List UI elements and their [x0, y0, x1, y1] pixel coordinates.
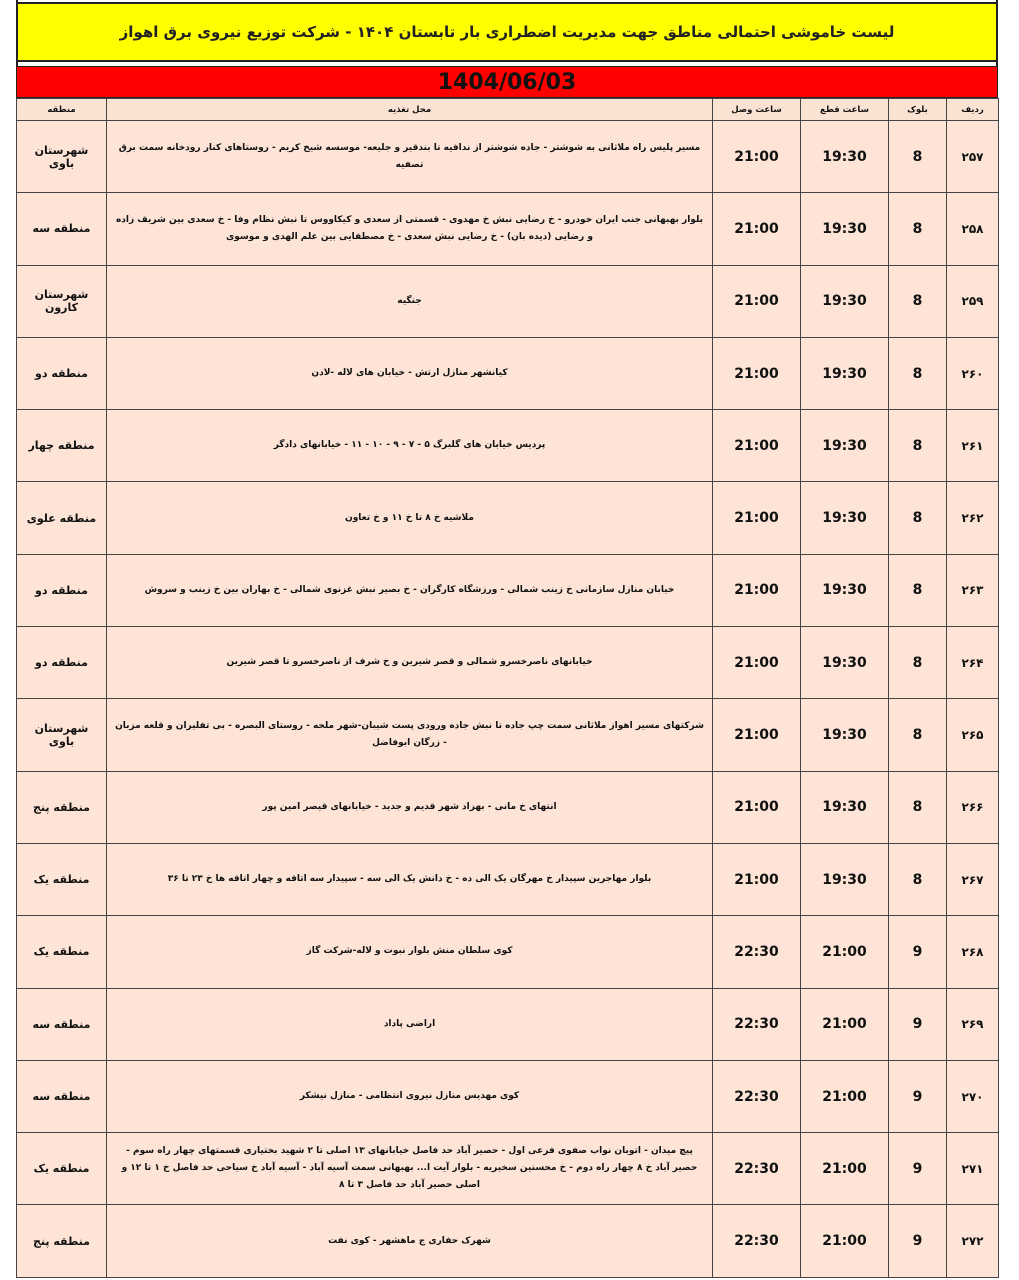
table-row [17, 193, 999, 265]
block-number: 9 [889, 1133, 947, 1205]
table-row [17, 988, 999, 1060]
block-number: 8 [889, 410, 947, 482]
connect-time: 22:30 [713, 1133, 801, 1205]
cut-time: 19:30 [801, 554, 889, 626]
connect-time: 21:00 [713, 121, 801, 193]
block-number: 9 [889, 1060, 947, 1132]
feed-location: کوی مهدیس منازل نیروی انتظامی - منازل نیشکر [107, 1060, 713, 1132]
area-name: منطقه پنج [17, 1205, 107, 1277]
header-block: بلوک [889, 99, 947, 121]
table-row [17, 1205, 999, 1277]
feed-location: پیچ میدان - اتوبان نواب صفوی فرعی اول - حصیر آباد حد فاصل خیابانهای ۱۳ اصلی تا ۲ شهید بختیاری قسمتهای چهار راه سوم - حصیر آباد خ ۸ چهار راه دوم - خ محسنین سخیریه - بلوار آیت ا... بهبهانی سمت آسیه آباد - آسیه آباد خ سیاحی حد فاصل خ ۱ تا ۱۲ و اصلی حصیر آباد حد فاصل ۳ تا ۸ [107, 1133, 713, 1205]
block-number: 8 [889, 482, 947, 554]
cut-time: 19:30 [801, 699, 889, 771]
area-name: منطقه سه [17, 988, 107, 1060]
row-number: ۲۵۹ [947, 265, 999, 337]
feed-location: کیانشهر منازل ارتش - خیابان های لاله -لادن [107, 337, 713, 409]
connect-time: 22:30 [713, 916, 801, 988]
cut-time: 21:00 [801, 916, 889, 988]
connect-time: 21:00 [713, 193, 801, 265]
connect-time: 21:00 [713, 699, 801, 771]
area-name: منطقه یک [17, 1133, 107, 1205]
connect-time: 21:00 [713, 843, 801, 915]
connect-time: 21:00 [713, 410, 801, 482]
feed-location: اراضی پاداد [107, 988, 713, 1060]
row-number: ۲۶۶ [947, 771, 999, 843]
area-name: منطقه سه [17, 1060, 107, 1132]
cut-time: 21:00 [801, 1133, 889, 1205]
connect-time: 21:00 [713, 482, 801, 554]
block-number: 8 [889, 699, 947, 771]
table-row [17, 554, 999, 626]
area-name: منطقه پنج [17, 771, 107, 843]
outage-table [16, 98, 999, 1278]
block-number: 8 [889, 843, 947, 915]
header-area: منطقه [17, 99, 107, 121]
feed-location: خیابان منازل سازمانی خ زینب شمالی - ورزشگاه کارگران - خ بصیر نبش غزنوی شمالی - خ بهاران بین خ زینب و سروش [107, 554, 713, 626]
connect-time: 21:00 [713, 337, 801, 409]
row-number: ۲۶۸ [947, 916, 999, 988]
cut-time: 19:30 [801, 843, 889, 915]
area-name: شهرستان کارون [17, 265, 107, 337]
row-number: ۲۶۲ [947, 482, 999, 554]
row-number: ۲۶۱ [947, 410, 999, 482]
row-number: ۲۷۰ [947, 1060, 999, 1132]
table-row [17, 916, 999, 988]
connect-time: 21:00 [713, 627, 801, 699]
block-number: 8 [889, 193, 947, 265]
connect-time: 21:00 [713, 554, 801, 626]
header-radif: ردیف [947, 99, 999, 121]
table-header-row [17, 99, 999, 121]
area-name: شهرستان باوی [17, 121, 107, 193]
area-name: منطقه علوی [17, 482, 107, 554]
connect-time: 22:30 [713, 1060, 801, 1132]
block-number: 8 [889, 265, 947, 337]
feed-location: شهرک حفاری ج ماهشهر - کوی نفت [107, 1205, 713, 1277]
area-name: منطقه چهار [17, 410, 107, 482]
feed-location: بلوار بهبهانی جنب ایران خودرو - خ رضایی نبش خ مهدوی - قسمتی از سعدی و کیکاووس تا نبش نظام وفا - خ سعدی بین شریف زاده و رضایی (دیده بان) - خ رضایی نبش سعدی - خ مصطفایی بین علم الهدی و موسوی [107, 193, 713, 265]
area-name: منطقه سه [17, 193, 107, 265]
table-row [17, 771, 999, 843]
cut-time: 19:30 [801, 410, 889, 482]
feed-location: مسیر پلیس راه ملاثانی به شوشتر - جاده شوشتر از ندافیه تا بندقیر و جلیعه- موسسه شیخ کریم - روستاهای کنار رودخانه سمت برق تصفیه [107, 121, 713, 193]
feed-location: جنگیه [107, 265, 713, 337]
row-number: ۲۶۵ [947, 699, 999, 771]
feed-location: ملاشیه خ ۸ تا خ ۱۱ و خ تعاون [107, 482, 713, 554]
block-number: 8 [889, 554, 947, 626]
row-number: ۲۶۳ [947, 554, 999, 626]
block-number: 9 [889, 916, 947, 988]
table-row [17, 843, 999, 915]
table-row [17, 699, 999, 771]
table-row [17, 627, 999, 699]
row-number: ۲۵۸ [947, 193, 999, 265]
cut-time: 21:00 [801, 1060, 889, 1132]
block-number: 8 [889, 627, 947, 699]
feed-location: شرکتهای مسیر اهواز ملاثانی سمت چپ جاده تا نبش جاده ورودی پست شیبان-شهر ملحه - روستای البصره - بی تفلیران و قلعه مزبان - زرگان ابوفاضل [107, 699, 713, 771]
area-name: منطقه دو [17, 627, 107, 699]
block-number: 9 [889, 1205, 947, 1277]
cut-time: 19:30 [801, 265, 889, 337]
table-row [17, 482, 999, 554]
table-row [17, 1133, 999, 1205]
header-connect-time: ساعت وصل [713, 99, 801, 121]
connect-time: 21:00 [713, 265, 801, 337]
area-name: منطقه یک [17, 916, 107, 988]
area-name: منطقه یک [17, 843, 107, 915]
cut-time: 19:30 [801, 627, 889, 699]
row-number: ۲۷۱ [947, 1133, 999, 1205]
row-number: ۲۶۰ [947, 337, 999, 409]
cut-time: 19:30 [801, 482, 889, 554]
feed-location: پردیس خیابان های گلبرگ ۵ - ۷ - ۹ - ۱۰ - ۱۱ - خیابانهای دادگر [107, 410, 713, 482]
feed-location: بلوار مهاجرین سپیدار خ مهرگان یک الی ده - خ دانش یک الی سه - سپیدار سه اتاقه و چهار اتاقه ها خ ۲۳ تا ۳۶ [107, 843, 713, 915]
area-name: منطقه دو [17, 554, 107, 626]
block-number: 8 [889, 121, 947, 193]
area-name: منطقه دو [17, 337, 107, 409]
table-row [17, 121, 999, 193]
block-number: 8 [889, 337, 947, 409]
cut-time: 19:30 [801, 193, 889, 265]
row-number: ۲۶۴ [947, 627, 999, 699]
row-number: ۲۵۷ [947, 121, 999, 193]
cut-time: 19:30 [801, 771, 889, 843]
connect-time: 22:30 [713, 988, 801, 1060]
cut-time: 19:30 [801, 337, 889, 409]
header-cut-time: ساعت قطع [801, 99, 889, 121]
feed-location: کوی سلطان منش بلوار نبوت و لاله-شرکت گاز [107, 916, 713, 988]
cut-time: 19:30 [801, 121, 889, 193]
cut-time: 21:00 [801, 988, 889, 1060]
feed-location: خیابانهای ناصرخسرو شمالی و قصر شیرین و خ شرف از ناصرخسرو تا قصر شیرین [107, 627, 713, 699]
table-row [17, 265, 999, 337]
cut-time: 21:00 [801, 1205, 889, 1277]
row-number: ۲۶۷ [947, 843, 999, 915]
block-number: 9 [889, 988, 947, 1060]
table-row [17, 410, 999, 482]
connect-time: 22:30 [713, 1205, 801, 1277]
header-location: محل تغذیه [107, 99, 713, 121]
area-name: شهرستان باوی [17, 699, 107, 771]
feed-location: انتهای خ مانی - بهزاد شهر قدیم و جدید - خیابانهای قیصر امین پور [107, 771, 713, 843]
table-row [17, 1060, 999, 1132]
block-number: 8 [889, 771, 947, 843]
document-title: لیست خاموشی احتمالی مناطق جهت مدیریت اضطراری بار تابستان ۱۴۰۴ - شرکت توزیع نیروی برق اهواز [16, 2, 998, 62]
table-row [17, 337, 999, 409]
row-number: ۲۶۹ [947, 988, 999, 1060]
schedule-date: 1404/06/03 [16, 66, 998, 98]
connect-time: 21:00 [713, 771, 801, 843]
row-number: ۲۷۲ [947, 1205, 999, 1277]
